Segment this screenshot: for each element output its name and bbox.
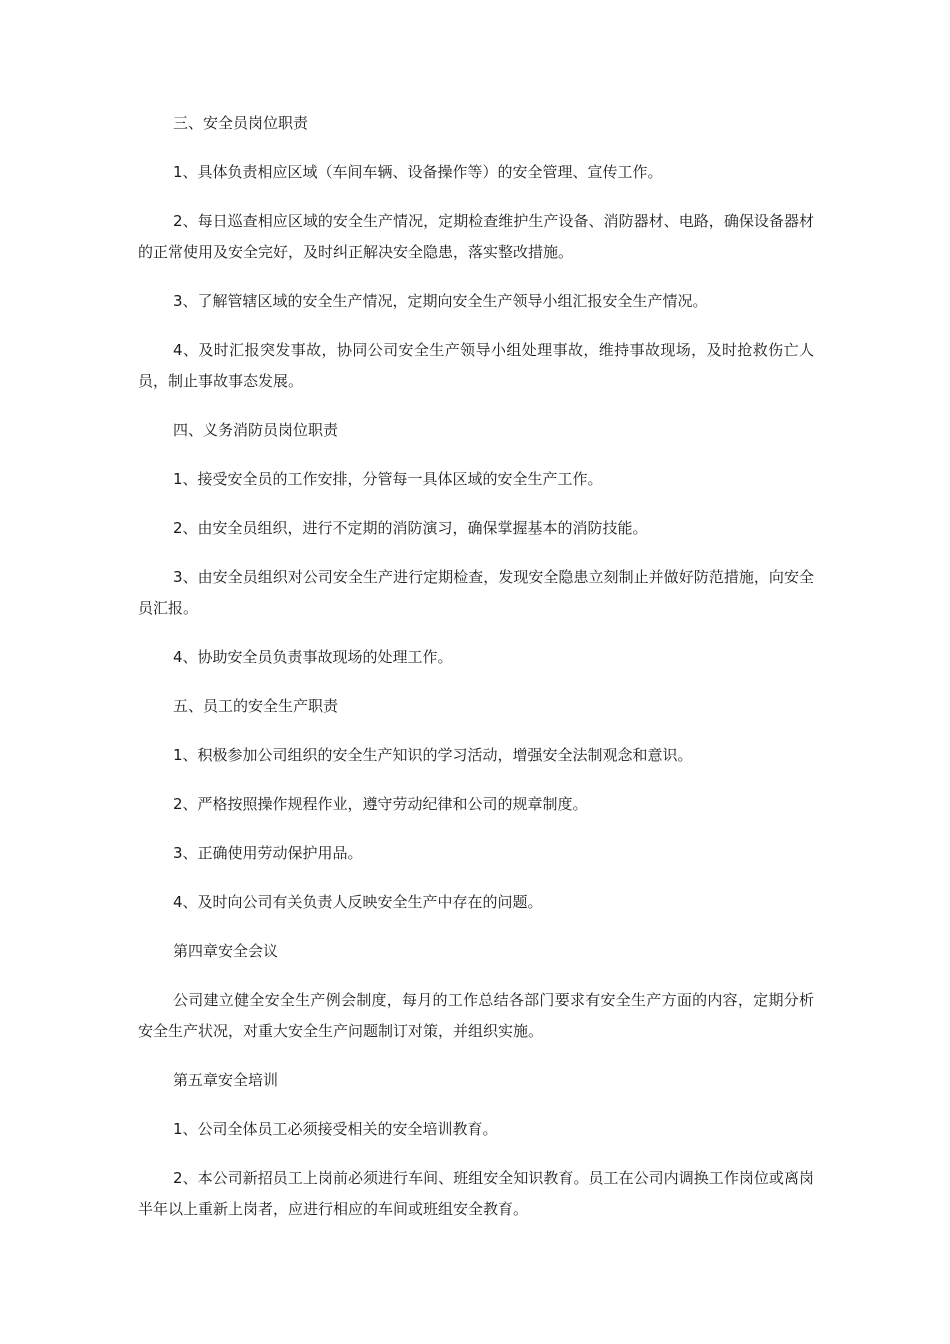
paragraph: 2、严格按照操作规程作业，遵守劳动纪律和公司的规章制度。 [173, 795, 588, 813]
paragraph: 4、及时汇报突发事故，协同公司安全生产领导小组处理事故，维持事故现场，及时抢救伤亡人员，制止事故事态发展。 [138, 341, 814, 390]
paragraph: 1、具体负责相应区域（车间车辆、设备操作等）的安全管理、宣传工作。 [173, 163, 663, 181]
section-heading-volunteer-firefighter: 四、义务消防员岗位职责 [173, 421, 339, 439]
paragraph: 2、由安全员组织，进行不定期的消防演习，确保掌握基本的消防技能。 [173, 519, 648, 537]
paragraph: 公司建立健全安全生产例会制度，每月的工作总结各部门要求有安全生产方面的内容，定期分析安全生产状况，对重大安全生产问题制订对策，并组织实施。 [138, 991, 814, 1040]
paragraph: 3、正确使用劳动保护用品。 [173, 844, 363, 862]
paragraph: 3、由安全员组织对公司安全生产进行定期检查，发现安全隐患立刻制止并做好防范措施，向安全员汇报。 [138, 568, 814, 617]
document-body [138, 108, 814, 1243]
chapter-heading-safety-meeting: 第四章安全会议 [173, 942, 279, 960]
paragraph: 1、公司全体员工必须接受相关的安全培训教育。 [173, 1120, 498, 1138]
chapter-heading-safety-training: 第五章安全培训 [173, 1071, 279, 1089]
paragraph: 4、及时向公司有关负责人反映安全生产中存在的问题。 [173, 893, 543, 911]
paragraph: 1、积极参加公司组织的安全生产知识的学习活动，增强安全法制观念和意识。 [173, 746, 693, 764]
section-heading-safety-officer: 三、安全员岗位职责 [173, 114, 309, 132]
paragraph: 4、协助安全员负责事故现场的处理工作。 [173, 648, 453, 666]
paragraph: 1、接受安全员的工作安排，分管每一具体区域的安全生产工作。 [173, 470, 603, 488]
paragraph: 3、了解管辖区域的安全生产情况，定期向安全生产领导小组汇报安全生产情况。 [173, 292, 708, 310]
paragraph: 2、每日巡查相应区域的安全生产情况，定期检查维护生产设备、消防器材、电路，确保设备器材的正常使用及安全完好，及时纠正解决安全隐患，落实整改措施。 [138, 212, 814, 261]
section-heading-employee-duties: 五、员工的安全生产职责 [173, 697, 339, 715]
paragraph: 2、本公司新招员工上岗前必须进行车间、班组安全知识教育。员工在公司内调换工作岗位或离岗半年以上重新上岗者，应进行相应的车间或班组安全教育。 [138, 1169, 814, 1218]
